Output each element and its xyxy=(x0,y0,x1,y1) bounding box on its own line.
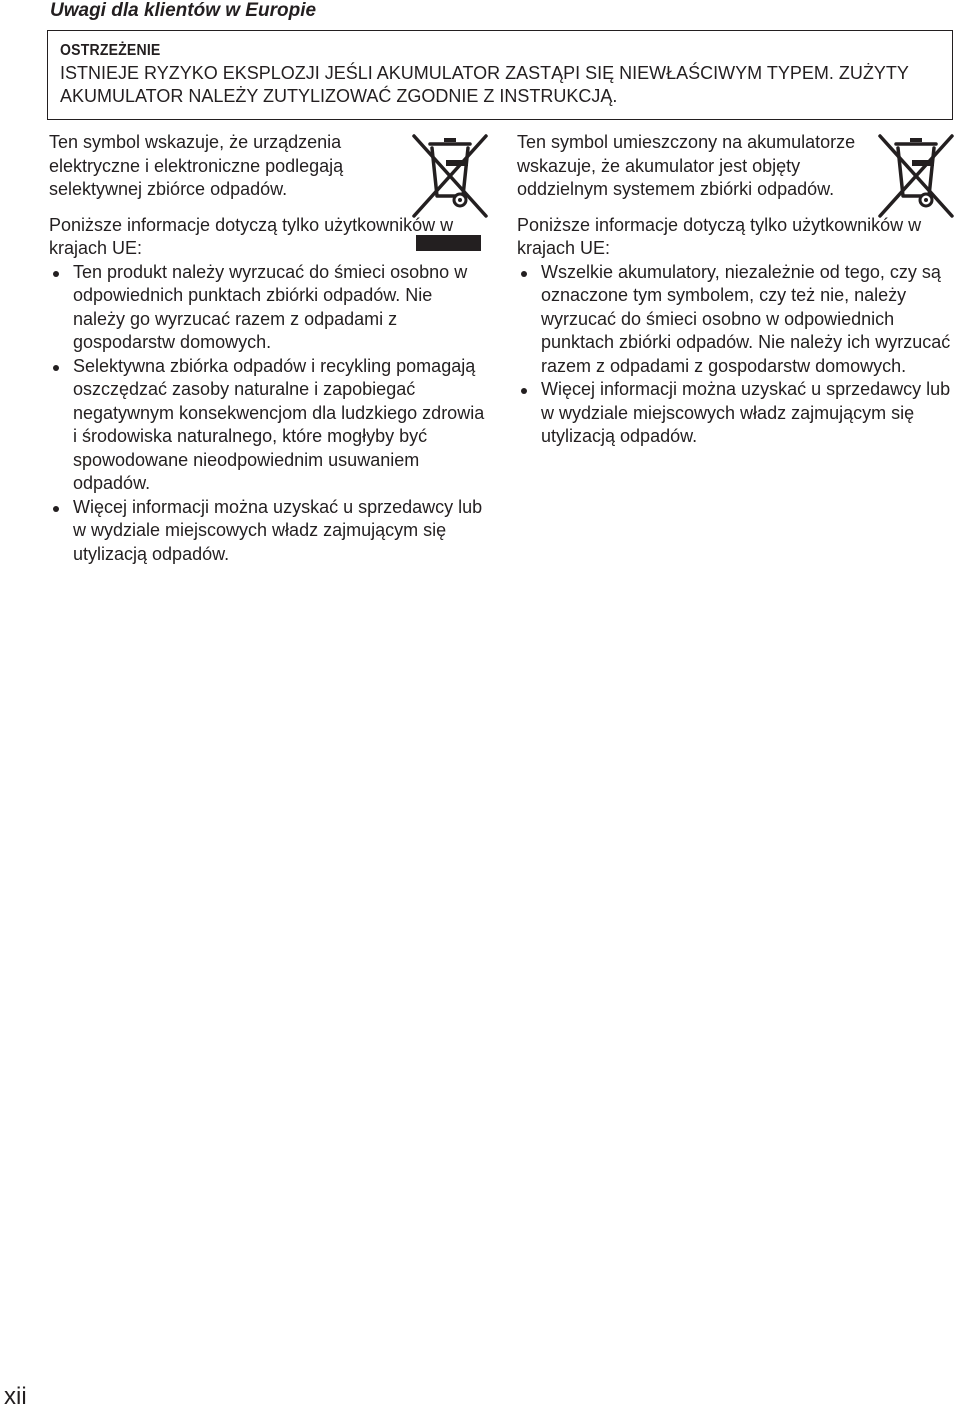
warning-box xyxy=(47,30,953,120)
list-item: Selektywna zbiórka odpadów i recykling pomagają oszczędzać zasoby naturalne i zapobiegać negatywnym konsekwencjom dla ludzkiego zdrowia i środowiska naturalnego, które mogłyby być spowodowane nieodpowiednim usuwaniem odpadów. xyxy=(49,355,489,496)
battery-symbol-description: Ten symbol umieszczony na akumulatorze wskazuje, że akumulator jest objęty oddzielnym systemem zbiórki odpadów. xyxy=(517,132,856,199)
weee-bullet-list xyxy=(49,261,489,567)
weee-symbol-description: Ten symbol wskazuje, że urządzenia elektryczne i elektroniczne podlegają selektywnej zbiórce odpadów. xyxy=(49,132,344,199)
warning-label: OSTRZEŻENIE xyxy=(60,42,161,59)
solid-bar-icon xyxy=(416,235,481,251)
battery-bullet-list xyxy=(517,261,957,449)
warning-text: ISTNIEJE RYZYKO EKSPLOZJI JEŚLI AKUMULATOR ZASTĄPI SIĘ NIEWŁAŚCIWYM TYPEM. ZUŻYTY AKUMULATOR NALEŻY ZUTYLIZOWAĆ ZGODNIE Z INSTRUKCJĄ. xyxy=(60,63,909,106)
page-number: xii xyxy=(4,1383,27,1410)
eu-info-heading: Poniższe informacje dotyczą tylko użytkowników w krajach UE: xyxy=(517,214,922,258)
crossed-out-wheelie-bin-icon xyxy=(410,132,490,220)
list-item: Ten produkt należy wyrzucać do śmieci osobno w odpowiednich punktach zbiórki odpadów. Nie należy go wyrzucać razem z odpadami z gospodarstw domowych. xyxy=(49,261,489,355)
list-item: Wszelkie akumulatory, niezależnie od tego, czy są oznaczone tym symbolem, czy też nie, należy wyrzucać do śmieci osobno w odpowiednich punktach zbiórki odpadów. Nie należy ich wyrzucać razem z odpadami z gospodarstw domowych. xyxy=(517,261,957,379)
battery-crossed-out-bin-icon xyxy=(876,132,956,220)
section-title: Uwagi dla klientów w Europie xyxy=(50,0,317,21)
list-item: Więcej informacji można uzyskać u sprzedawcy lub w wydziale miejscowych władz zajmującym się utylizacją odpadów. xyxy=(517,378,957,449)
eu-info-heading: Poniższe informacje dotyczą tylko użytkowników w krajach UE: xyxy=(49,214,454,258)
list-item: Więcej informacji można uzyskać u sprzedawcy lub w wydziale miejscowych władz zajmującym się utylizacją odpadów. xyxy=(49,496,489,567)
